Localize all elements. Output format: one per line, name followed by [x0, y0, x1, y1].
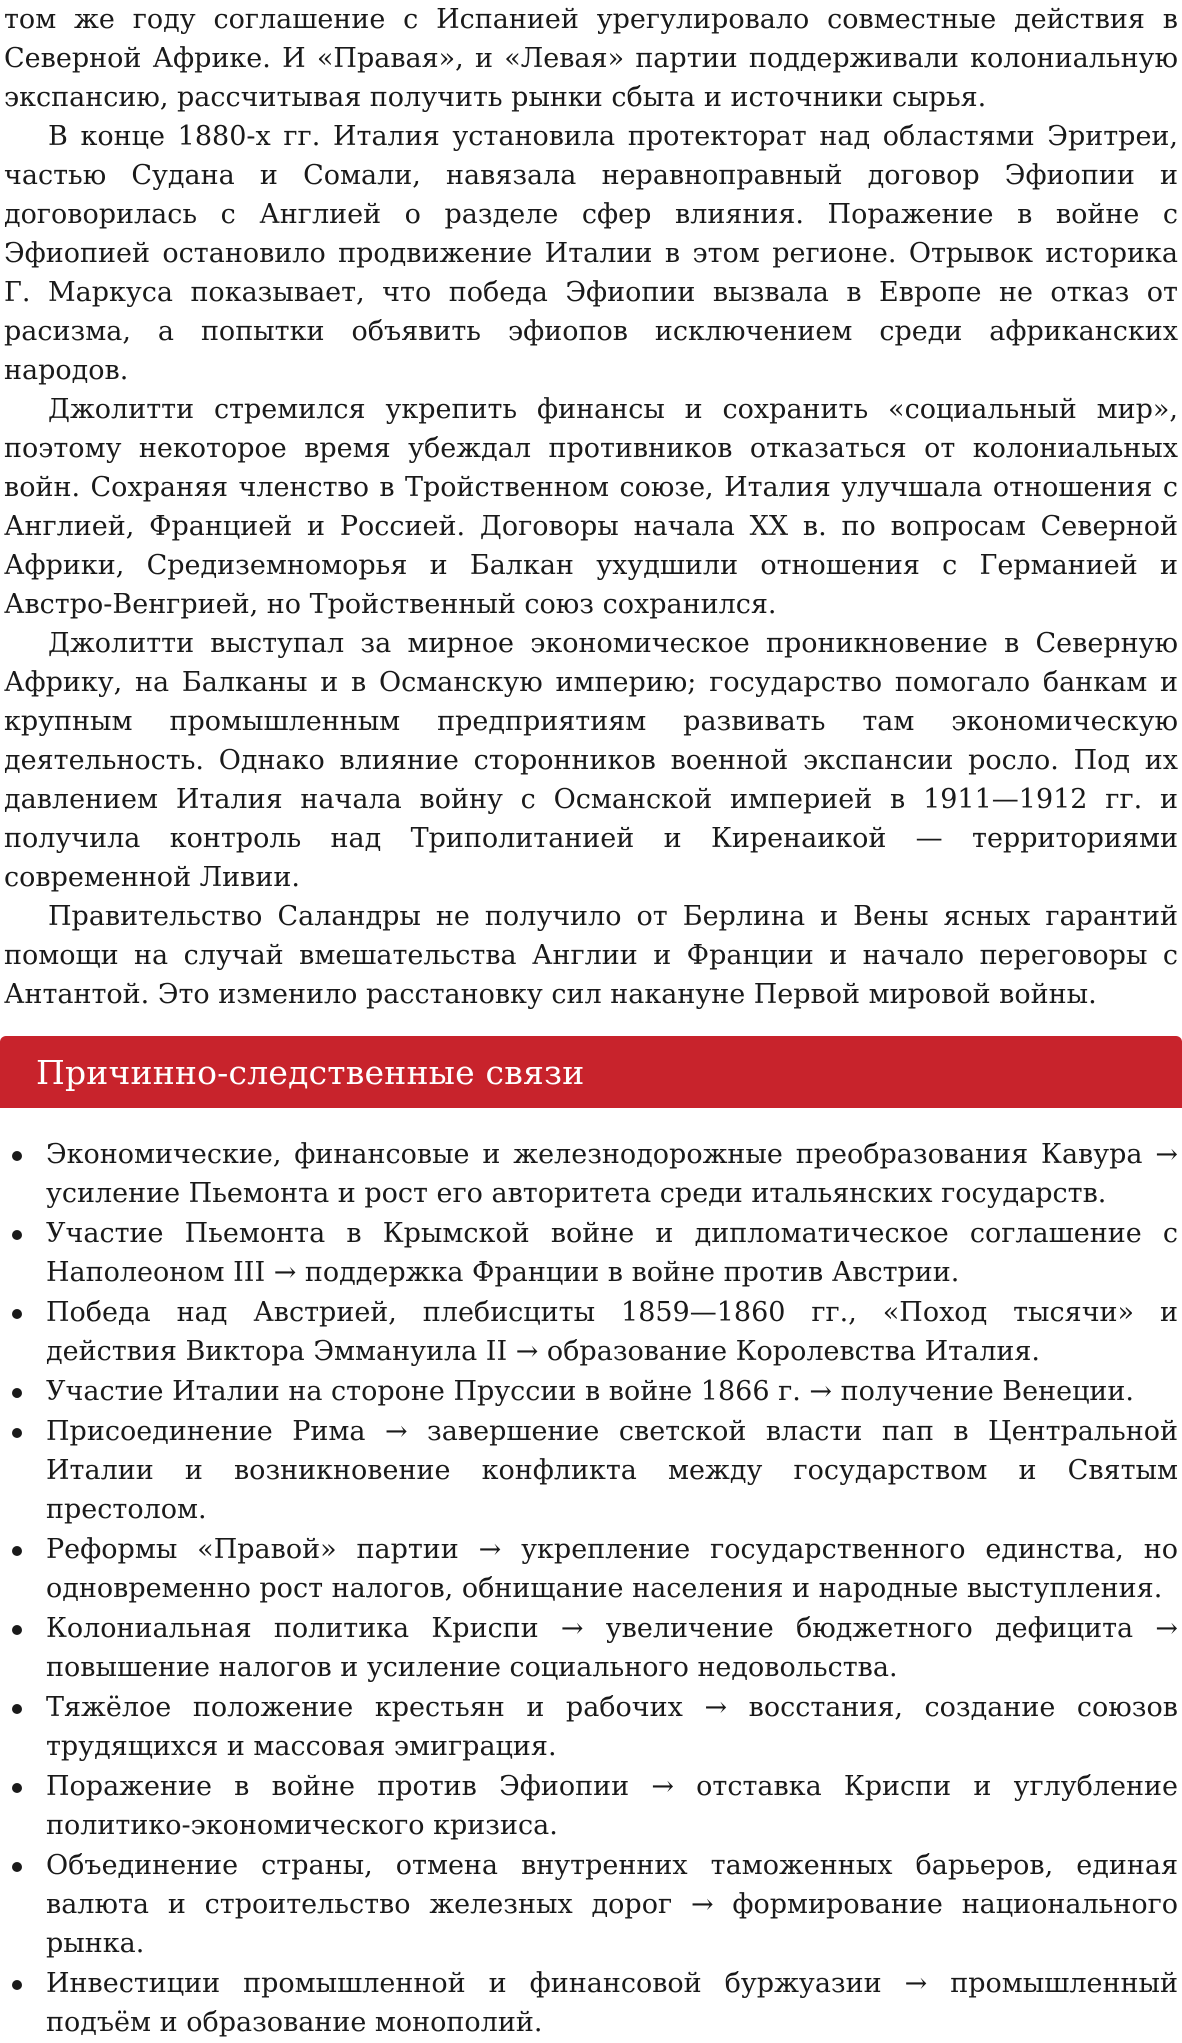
list-item-text: Реформы «Правой» партии → укрепление государственного единства, но одновременно рост налогов, обнищание населения и народные выступления. — [46, 1534, 1178, 1604]
list-item — [0, 1293, 1178, 1371]
list-item — [0, 1609, 1178, 1687]
bullet-dot-icon — [12, 1230, 22, 1240]
bullet-dot-icon — [12, 1980, 22, 1990]
section-banner — [0, 1036, 1182, 1108]
list-item-text: Участие Пьемонта в Крымской войне и дипломатическое соглашение с Наполеоном III → поддержка Франции в войне против Австрии. — [46, 1218, 1178, 1288]
list-item — [0, 1372, 1178, 1411]
bullet-dot-icon — [12, 1625, 22, 1635]
bullet-dot-icon — [12, 1862, 22, 1872]
bullet-dot-icon — [12, 1546, 22, 1556]
list-item — [0, 1412, 1178, 1529]
list-item-text: Победа над Австрией, плебисциты 1859—1860 гг., «Поход тысячи» и действия Виктора Эммануила II → образование Королевства Италия. — [46, 1297, 1178, 1367]
list-item-text: Инвестиции промышленной и финансовой буржуазии → промышленный подъём и образование монополий. — [46, 1968, 1178, 2038]
list-item-text: Тяжёлое положение крестьян и рабочих → восстания, создание союзов трудящихся и массовая эмиграция. — [46, 1692, 1178, 1762]
bullet-dot-icon — [12, 1309, 22, 1319]
section-title: Причинно-следственные связи — [36, 1052, 585, 1092]
list-item-text: Экономические, финансовые и железнодорожные преобразования Кавура → усиление Пьемонта и рост его авторитета среди итальянских государств. — [46, 1139, 1178, 1209]
list-item — [0, 1846, 1178, 1963]
paragraph-2: В конце 1880-х гг. Италия установила протекторат над областями Эритреи, частью Судана и Сомали, навязала неравноправный договор Эфиопии и договорилась с Англией о разделе сфер влияния. Поражение в войне с Эфиопией остановило продвижение Италии в этом регионе. Отрывок историка Г. Маркуса показывает, что победа Эфиопии вызвала в Европе не отказ от расизма, а попытки объявить эфиопов исключением среди африканских народов. — [4, 121, 1178, 386]
list-item-text: Объединение страны, отмена внутренних таможенных барьеров, единая валюта и строительство железных дорог → формирование национального рынка. — [46, 1850, 1178, 1959]
paragraph-1: том же году соглашение с Испанией урегулировало совместные действия в Северной Африке. И «Правая», и «Левая» партии поддерживали колониальную экспансию, рассчитывая получить рынки сбыта и источники сырья. — [4, 4, 1178, 113]
paragraph-3: Джолитти стремился укрепить финансы и сохранить «социальный мир», поэтому некоторое время убеждал противников отказаться от колониальных войн. Сохраняя членство в Тройственном союзе, Италия улучшала отношения с Англией, Францией и Россией. Договоры начала XX в. по вопросам Северной Африки, Средиземноморья и Балкан ухудшили отношения с Германией и Австро-Венгрией, но Тройственный союз сохранился. — [4, 394, 1178, 620]
list-item-text: Участие Италии на стороне Пруссии в войне 1866 г. → получение Венеции. — [46, 1376, 1135, 1407]
list-item — [0, 1214, 1178, 1292]
list-item-text: Присоединение Рима → завершение светской власти пап в Центральной Италии и возникновение конфликта между государством и Святым престолом. — [46, 1416, 1178, 1525]
paragraph-4: Джолитти выступал за мирное экономическое проникновение в Северную Африку, на Балканы и в Османскую империю; государство помогало банкам и крупным промышленным предприятиям развивать там экономическую деятельность. Однако влияние сторонников военной экспансии росло. Под их давлением Италия начала войну с Османской империей в 1911—1912 гг. и получила контроль над Триполитанией и Киренаикой — территориями современной Ливии. — [4, 628, 1178, 893]
list-item — [0, 1530, 1178, 1608]
bullet-dot-icon — [12, 1428, 22, 1438]
list-item — [0, 1688, 1178, 1766]
list-item — [0, 1767, 1178, 1845]
bullet-dot-icon — [12, 1704, 22, 1714]
paragraph-5: Правительство Саландры не получило от Берлина и Вены ясных гарантий помощи на случай вмешательства Англии и Франции и начало переговоры с Антантой. Это изменило расстановку сил накануне Первой мировой войны. — [4, 901, 1178, 1010]
list-item — [0, 1964, 1178, 2042]
list-item-text: Колониальная политика Криспи → увеличение бюджетного дефицита → повышение налогов и усиление социального недовольства. — [46, 1613, 1178, 1683]
bullet-dot-icon — [12, 1783, 22, 1793]
body-text — [4, 0, 1178, 1014]
cause-effect-list — [0, 1135, 1178, 2043]
list-item-text: Поражение в войне против Эфиопии → отставка Криспи и углубление политико-экономического кризиса. — [46, 1771, 1178, 1841]
bullet-dot-icon — [12, 1388, 22, 1398]
list-item — [0, 1135, 1178, 1213]
bullet-dot-icon — [12, 1151, 22, 1161]
